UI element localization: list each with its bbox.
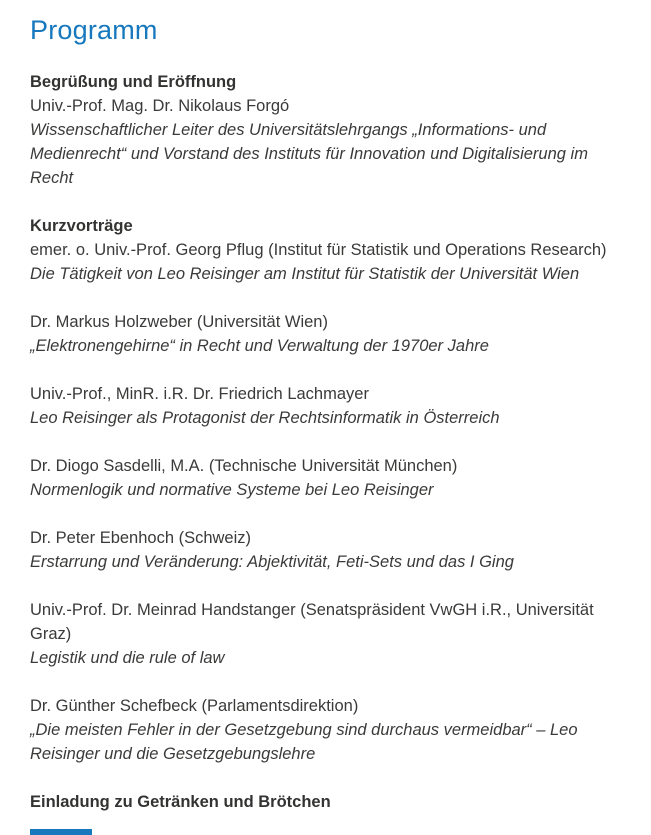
talk-description: Die Tätigkeit von Leo Reisinger am Institut für Statistik der Universität Wien xyxy=(30,265,580,283)
talk-description: Wissenschaftlicher Leiter des Universitätslehrgangs „Informations- und Medienrecht“ und Vorstand des Instituts für Innovation und Digitalisierung im Recht xyxy=(30,121,588,187)
speaker-name: Dr. Markus Holzweber (Universität Wien) xyxy=(30,313,328,331)
talk-description: „Elektronengehirne“ in Recht und Verwaltung der 1970er Jahre xyxy=(30,337,489,355)
program-item xyxy=(30,598,625,670)
speaker-name: Univ.-Prof. Dr. Meinrad Handstanger (Senatspräsident VwGH i.R., Universität Graz) xyxy=(30,601,594,643)
talk-description: Legistik und die rule of law xyxy=(30,649,225,667)
section-talks xyxy=(30,214,625,766)
program-item xyxy=(30,382,625,430)
speaker-name: Univ.-Prof., MinR. i.R. Dr. Friedrich Lachmayer xyxy=(30,385,369,403)
closing-note: Einladung zu Getränken und Brötchen xyxy=(30,793,331,811)
program-item xyxy=(30,454,625,502)
speaker-name: Dr. Peter Ebenhoch (Schweiz) xyxy=(30,529,252,547)
talk-description: „Die meisten Fehler in der Gesetzgebung sind durchaus vermeidbar“ – Leo Reisinger und die Gesetzgebungslehre xyxy=(30,721,578,763)
talk-description: Normenlogik und normative Systeme bei Leo Reisinger xyxy=(30,481,434,499)
clipped-button-top-edge[interactable] xyxy=(30,829,92,835)
speaker-name: emer. o. Univ.-Prof. Georg Pflug (Institut für Statistik und Operations Research) xyxy=(30,241,607,259)
section-heading-talks: Kurzvorträge xyxy=(30,217,133,235)
talk-description: Erstarrung und Veränderung: Abjektivität, Feti-Sets und das I Ging xyxy=(30,553,514,571)
section-opening xyxy=(30,70,625,190)
program-item xyxy=(30,526,625,574)
speaker-name: Univ.-Prof. Mag. Dr. Nikolaus Forgó xyxy=(30,97,290,115)
section-heading-opening: Begrüßung und Eröffnung xyxy=(30,73,237,91)
speaker-name: Dr. Günther Schefbeck (Parlamentsdirektion) xyxy=(30,697,359,715)
speaker-name: Dr. Diogo Sasdelli, M.A. (Technische Universität München) xyxy=(30,457,458,475)
program-item xyxy=(30,694,625,766)
page-title: Programm xyxy=(30,15,158,45)
talk-description: Leo Reisinger als Protagonist der Rechtsinformatik in Österreich xyxy=(30,409,500,427)
program-item xyxy=(30,94,625,190)
program-item xyxy=(30,310,625,358)
program-item xyxy=(30,238,625,286)
